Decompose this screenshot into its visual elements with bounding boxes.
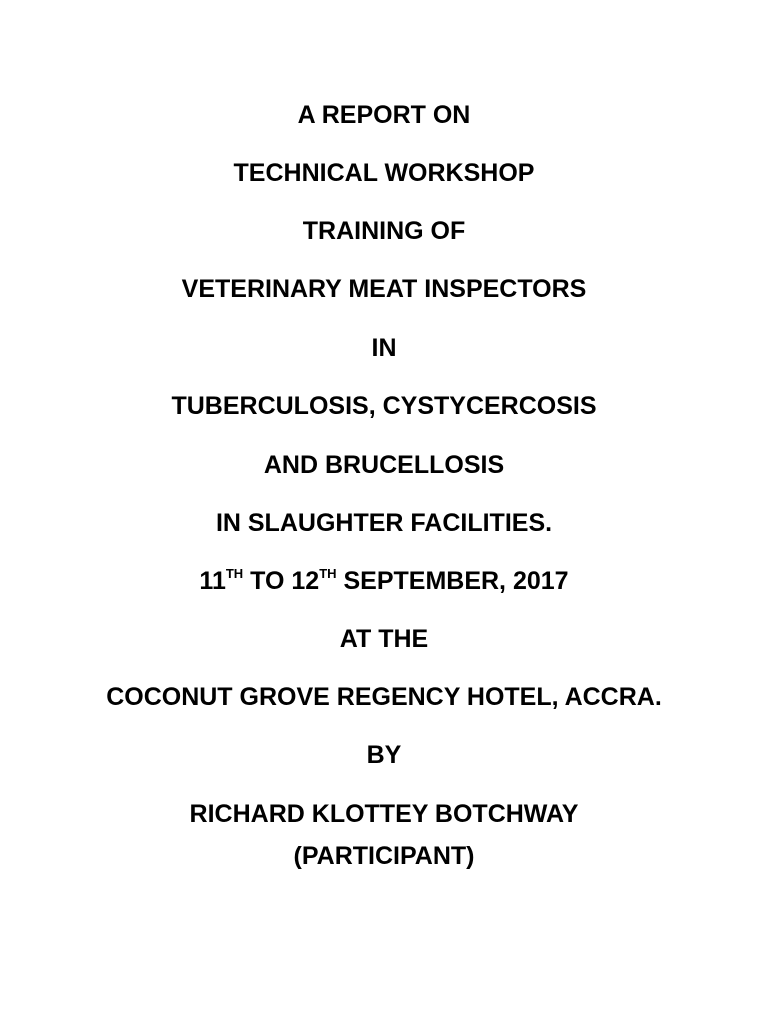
title-line-training-of: TRAINING OF bbox=[302, 217, 466, 245]
title-line-in: IN bbox=[371, 334, 397, 362]
date-month-year: SEPTEMBER, 2017 bbox=[336, 567, 569, 595]
date-start-suffix: TH bbox=[225, 566, 244, 581]
by-line: BY bbox=[366, 741, 402, 769]
title-line-slaughter-facilities: IN SLAUGHTER FACILITIES. bbox=[215, 509, 553, 537]
title-line-technical-workshop: TECHNICAL WORKSHOP bbox=[233, 159, 535, 187]
at-the-line: AT THE bbox=[339, 625, 429, 653]
title-line-veterinary-meat-inspectors: VETERINARY MEAT INSPECTORS bbox=[181, 275, 587, 303]
author-name: RICHARD KLOTTEY BOTCHWAY bbox=[189, 800, 579, 828]
title-line-diseases: TUBERCULOSIS, CYSTYCERCOSIS bbox=[171, 392, 597, 420]
date-to: TO bbox=[243, 567, 292, 595]
date-start-day: 11 bbox=[199, 567, 226, 595]
title-line-report-on: A REPORT ON bbox=[297, 101, 471, 129]
author-role: (PARTICIPANT) bbox=[293, 842, 475, 870]
date-end-suffix: TH bbox=[319, 566, 337, 581]
date-end-day: 12 bbox=[291, 567, 320, 595]
venue-line: COCONUT GROVE REGENCY HOTEL, ACCRA. bbox=[106, 683, 662, 711]
title-line-brucellosis: AND BRUCELLOSIS bbox=[263, 451, 505, 479]
date-line bbox=[0, 566, 768, 596]
